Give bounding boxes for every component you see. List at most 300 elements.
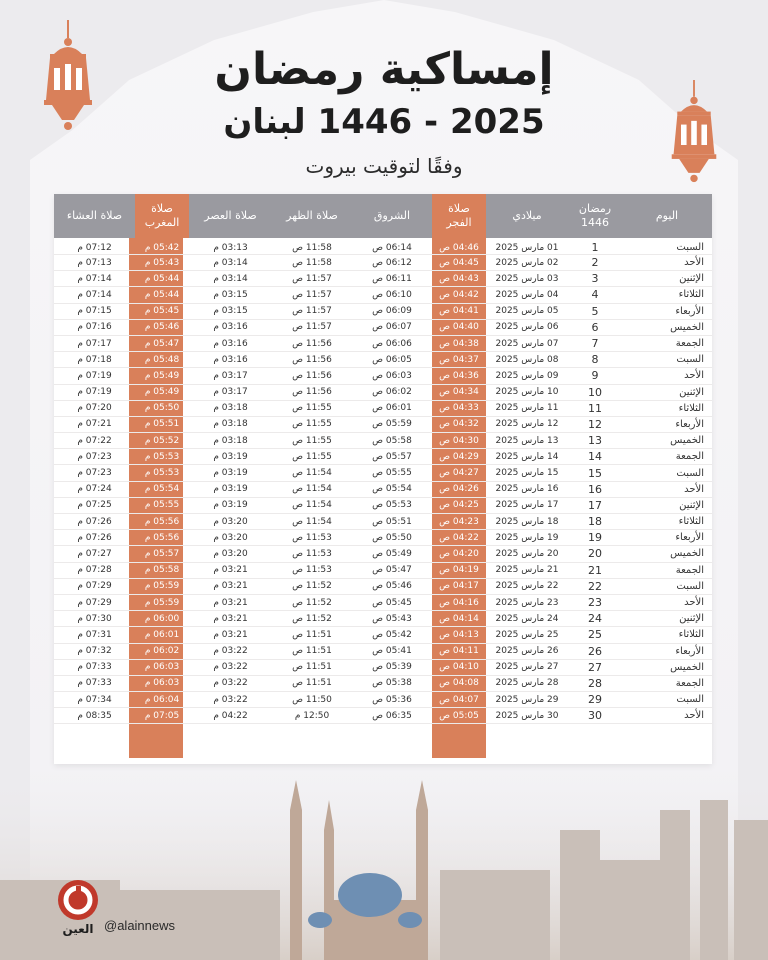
cell-dhuhr: 11:51 ص: [272, 627, 352, 643]
cell-date: 20 مارس 2025: [486, 546, 568, 562]
cell-shuruq: 06:11 ص: [352, 271, 432, 287]
cell-dhuhr: 11:56 ص: [272, 335, 352, 351]
cell-maghrib: 05:48 م: [135, 352, 189, 368]
cell-isha: 07:20 م: [54, 400, 135, 416]
cell-maghrib: 06:01 م: [135, 627, 189, 643]
table-row: [54, 611, 712, 627]
cell-maghrib: 06:02 م: [135, 643, 189, 659]
cell-asr: 03:22 م: [189, 692, 272, 708]
cell-maghrib: 05:43 م: [135, 255, 189, 271]
cell-n: 1: [568, 238, 622, 255]
cell-shuruq: 05:59 ص: [352, 416, 432, 432]
cell-date: 01 مارس 2025: [486, 238, 568, 255]
cell-shuruq: 05:49 ص: [352, 546, 432, 562]
cell-dhuhr: 11:56 ص: [272, 384, 352, 400]
cell-fajr: 04:29 ص: [432, 449, 486, 465]
cell-isha: 07:25 م: [54, 497, 135, 513]
cell-dhuhr: 11:50 ص: [272, 692, 352, 708]
cell-date: 09 مارس 2025: [486, 368, 568, 384]
header-gregorian: ميلادي: [486, 194, 568, 238]
cell-dhuhr: 11:55 ص: [272, 416, 352, 432]
cell-shuruq: 05:54 ص: [352, 481, 432, 497]
cell-day: الجمعة: [622, 562, 712, 578]
cell-n: 7: [568, 335, 622, 351]
schedule-table: [54, 194, 712, 724]
cell-dhuhr: 11:53 ص: [272, 530, 352, 546]
cell-shuruq: 06:10 ص: [352, 287, 432, 303]
cell-isha: 07:13 م: [54, 255, 135, 271]
cell-day: الثلاثاء: [622, 514, 712, 530]
cell-day: السبت: [622, 692, 712, 708]
cell-maghrib: 05:59 م: [135, 578, 189, 594]
cell-day: الأربعاء: [622, 303, 712, 319]
cell-asr: 03:18 م: [189, 400, 272, 416]
cell-isha: 07:21 م: [54, 416, 135, 432]
cell-n: 21: [568, 562, 622, 578]
cell-day: السبت: [622, 465, 712, 481]
cell-date: 05 مارس 2025: [486, 303, 568, 319]
cell-shuruq: 06:06 ص: [352, 335, 432, 351]
cell-maghrib: 05:52 م: [135, 433, 189, 449]
cell-shuruq: 05:53 ص: [352, 497, 432, 513]
cell-dhuhr: 11:58 ص: [272, 238, 352, 255]
subtitle: وفقًا لتوقيت بيروت: [305, 154, 463, 178]
cell-shuruq: 05:55 ص: [352, 465, 432, 481]
cell-isha: 07:34 م: [54, 692, 135, 708]
cell-date: 23 مارس 2025: [486, 594, 568, 610]
cell-n: 24: [568, 611, 622, 627]
table-row: [54, 675, 712, 691]
table-row: [54, 352, 712, 368]
header-ramadan: رمضان 1446: [568, 194, 622, 238]
cell-isha: 07:23 م: [54, 449, 135, 465]
cell-isha: 07:29 م: [54, 594, 135, 610]
cell-day: الإثنين: [622, 611, 712, 627]
cell-day: الخميس: [622, 433, 712, 449]
cell-fajr: 04:45 ص: [432, 255, 486, 271]
cell-asr: 03:18 م: [189, 433, 272, 449]
cell-n: 27: [568, 659, 622, 675]
page-title: إمساكية رمضان: [214, 44, 554, 95]
cell-date: 10 مارس 2025: [486, 384, 568, 400]
cell-n: 28: [568, 675, 622, 691]
table-row: [54, 368, 712, 384]
cell-fajr: 04:13 ص: [432, 627, 486, 643]
cell-fajr: 04:20 ص: [432, 546, 486, 562]
cell-date: 15 مارس 2025: [486, 465, 568, 481]
cell-asr: 03:19 م: [189, 465, 272, 481]
cell-maghrib: 05:49 م: [135, 368, 189, 384]
cell-n: 16: [568, 481, 622, 497]
cell-shuruq: 05:46 ص: [352, 578, 432, 594]
cell-dhuhr: 11:51 ص: [272, 643, 352, 659]
cell-dhuhr: 11:54 ص: [272, 514, 352, 530]
cell-asr: 03:21 م: [189, 578, 272, 594]
cell-asr: 03:16 م: [189, 335, 272, 351]
cell-isha: 07:24 م: [54, 481, 135, 497]
cell-day: السبت: [622, 238, 712, 255]
cell-fajr: 04:43 ص: [432, 271, 486, 287]
cell-isha: 07:15 م: [54, 303, 135, 319]
table-row: [54, 578, 712, 594]
cell-asr: 03:20 م: [189, 514, 272, 530]
cell-asr: 03:22 م: [189, 675, 272, 691]
cell-n: 13: [568, 433, 622, 449]
cell-asr: 03:20 م: [189, 530, 272, 546]
cell-dhuhr: 11:51 ص: [272, 675, 352, 691]
cell-fajr: 04:11 ص: [432, 643, 486, 659]
cell-isha: 07:19 م: [54, 368, 135, 384]
cell-dhuhr: 11:52 ص: [272, 578, 352, 594]
table-row: [54, 287, 712, 303]
cell-maghrib: 05:50 م: [135, 400, 189, 416]
cell-day: الأحد: [622, 708, 712, 724]
cell-isha: 07:16 م: [54, 319, 135, 335]
cell-isha: 07:33 م: [54, 659, 135, 675]
cell-day: السبت: [622, 578, 712, 594]
cell-maghrib: 05:54 م: [135, 481, 189, 497]
cell-date: 30 مارس 2025: [486, 708, 568, 724]
cell-date: 26 مارس 2025: [486, 643, 568, 659]
cell-maghrib: 06:03 م: [135, 659, 189, 675]
cell-n: 10: [568, 384, 622, 400]
page-title-year-country: 2025 - 1446 لبنان: [223, 102, 545, 142]
cell-date: 21 مارس 2025: [486, 562, 568, 578]
table-row: [54, 643, 712, 659]
cell-asr: 03:20 م: [189, 546, 272, 562]
cell-date: 13 مارس 2025: [486, 433, 568, 449]
table-row: [54, 708, 712, 724]
table-row: [54, 627, 712, 643]
cell-fajr: 04:26 ص: [432, 481, 486, 497]
cell-fajr: 04:30 ص: [432, 433, 486, 449]
cell-fajr: 04:14 ص: [432, 611, 486, 627]
cell-day: الأربعاء: [622, 643, 712, 659]
cell-maghrib: 05:57 م: [135, 546, 189, 562]
cell-date: 28 مارس 2025: [486, 675, 568, 691]
cell-asr: 03:21 م: [189, 594, 272, 610]
cell-dhuhr: 11:55 ص: [272, 449, 352, 465]
cell-fajr: 04:32 ص: [432, 416, 486, 432]
cell-day: الثلاثاء: [622, 287, 712, 303]
cell-maghrib: 07:05 م: [135, 708, 189, 724]
cell-asr: 03:16 م: [189, 352, 272, 368]
cell-n: 17: [568, 497, 622, 513]
cell-fajr: 04:08 ص: [432, 675, 486, 691]
cell-dhuhr: 11:57 ص: [272, 271, 352, 287]
cell-shuruq: 06:12 ص: [352, 255, 432, 271]
cell-date: 17 مارس 2025: [486, 497, 568, 513]
cell-n: 15: [568, 465, 622, 481]
cell-day: الجمعة: [622, 449, 712, 465]
cell-maghrib: 05:49 م: [135, 384, 189, 400]
cell-fajr: 04:07 ص: [432, 692, 486, 708]
cell-asr: 03:21 م: [189, 562, 272, 578]
cell-shuruq: 05:36 ص: [352, 692, 432, 708]
cell-n: 5: [568, 303, 622, 319]
cell-shuruq: 06:05 ص: [352, 352, 432, 368]
prayer-times-table: [54, 194, 712, 764]
cell-asr: 03:19 م: [189, 449, 272, 465]
cell-fajr: 04:25 ص: [432, 497, 486, 513]
cell-maghrib: 05:55 م: [135, 497, 189, 513]
table-header-row: [54, 194, 712, 238]
cell-shuruq: 06:03 ص: [352, 368, 432, 384]
cell-date: 12 مارس 2025: [486, 416, 568, 432]
cell-day: الخميس: [622, 659, 712, 675]
cell-date: 02 مارس 2025: [486, 255, 568, 271]
header-shuruq: الشروق: [352, 194, 432, 238]
cell-maghrib: 06:04 م: [135, 692, 189, 708]
alain-logo-icon: [56, 878, 100, 948]
cell-date: 04 مارس 2025: [486, 287, 568, 303]
cell-date: 16 مارس 2025: [486, 481, 568, 497]
cell-day: الثلاثاء: [622, 400, 712, 416]
cell-day: الإثنين: [622, 497, 712, 513]
cell-asr: 04:22 م: [189, 708, 272, 724]
logo-text: العين: [62, 922, 94, 936]
cell-day: الأحد: [622, 368, 712, 384]
table-row: [54, 416, 712, 432]
cell-date: 19 مارس 2025: [486, 530, 568, 546]
cell-isha: 07:28 م: [54, 562, 135, 578]
header-isha: صلاة العشاء: [54, 194, 135, 238]
cell-dhuhr: 11:51 ص: [272, 659, 352, 675]
table-row: [54, 514, 712, 530]
cell-maghrib: 05:56 م: [135, 530, 189, 546]
cell-n: 14: [568, 449, 622, 465]
cell-dhuhr: 11:53 ص: [272, 546, 352, 562]
cell-asr: 03:16 م: [189, 319, 272, 335]
cell-date: 11 مارس 2025: [486, 400, 568, 416]
cell-day: الأربعاء: [622, 530, 712, 546]
cell-date: 07 مارس 2025: [486, 335, 568, 351]
cell-isha: 07:17 م: [54, 335, 135, 351]
cell-shuruq: 06:01 ص: [352, 400, 432, 416]
cell-isha: 07:26 م: [54, 530, 135, 546]
cell-asr: 03:15 م: [189, 287, 272, 303]
table-row: [54, 465, 712, 481]
cell-isha: 07:18 م: [54, 352, 135, 368]
cell-n: 2: [568, 255, 622, 271]
table-row: [54, 255, 712, 271]
cell-dhuhr: 11:54 ص: [272, 481, 352, 497]
cell-asr: 03:14 م: [189, 255, 272, 271]
cell-day: الأحد: [622, 594, 712, 610]
cell-shuruq: 05:58 ص: [352, 433, 432, 449]
cell-day: الأحد: [622, 481, 712, 497]
cell-asr: 03:19 م: [189, 481, 272, 497]
cell-fajr: 04:34 ص: [432, 384, 486, 400]
cell-day: الخميس: [622, 319, 712, 335]
cell-maghrib: 05:47 م: [135, 335, 189, 351]
table-row: [54, 692, 712, 708]
cell-fajr: 04:41 ص: [432, 303, 486, 319]
cell-maghrib: 05:44 م: [135, 287, 189, 303]
cell-date: 03 مارس 2025: [486, 271, 568, 287]
cell-isha: 07:30 م: [54, 611, 135, 627]
cell-dhuhr: 11:54 ص: [272, 497, 352, 513]
cell-fajr: 05:05 ص: [432, 708, 486, 724]
cell-asr: 03:17 م: [189, 384, 272, 400]
cell-isha: 07:26 م: [54, 514, 135, 530]
cell-day: الإثنين: [622, 271, 712, 287]
cell-shuruq: 05:51 ص: [352, 514, 432, 530]
cell-fajr: 04:38 ص: [432, 335, 486, 351]
cell-fajr: 04:23 ص: [432, 514, 486, 530]
table-row: [54, 238, 712, 255]
cell-n: 11: [568, 400, 622, 416]
header-asr: صلاة العصر: [189, 194, 272, 238]
cell-day: السبت: [622, 352, 712, 368]
table-row: [54, 562, 712, 578]
cell-maghrib: 06:03 م: [135, 675, 189, 691]
cell-dhuhr: 11:57 ص: [272, 303, 352, 319]
header-fajr: صلاة الفجر: [432, 194, 486, 238]
cell-fajr: 04:10 ص: [432, 659, 486, 675]
cell-n: 26: [568, 643, 622, 659]
cell-dhuhr: 11:54 ص: [272, 465, 352, 481]
cell-shuruq: 05:39 ص: [352, 659, 432, 675]
table-row: [54, 659, 712, 675]
cell-date: 06 مارس 2025: [486, 319, 568, 335]
table-row: [54, 303, 712, 319]
cell-isha: 07:32 م: [54, 643, 135, 659]
cell-maghrib: 05:59 م: [135, 594, 189, 610]
cell-maghrib: 05:51 م: [135, 416, 189, 432]
cell-dhuhr: 11:56 ص: [272, 368, 352, 384]
cell-n: 29: [568, 692, 622, 708]
header-day: اليوم: [622, 194, 712, 238]
table-row: [54, 449, 712, 465]
cell-shuruq: 05:47 ص: [352, 562, 432, 578]
cell-maghrib: 05:53 م: [135, 465, 189, 481]
cell-day: الجمعة: [622, 675, 712, 691]
cell-dhuhr: 11:55 ص: [272, 433, 352, 449]
cell-isha: 07:29 م: [54, 578, 135, 594]
cell-dhuhr: 11:57 ص: [272, 287, 352, 303]
cell-date: 25 مارس 2025: [486, 627, 568, 643]
header-dhuhr: صلاة الظهر: [272, 194, 352, 238]
cell-date: 29 مارس 2025: [486, 692, 568, 708]
cell-maghrib: 05:58 م: [135, 562, 189, 578]
cell-dhuhr: 11:56 ص: [272, 352, 352, 368]
cell-shuruq: 06:02 ص: [352, 384, 432, 400]
cell-fajr: 04:17 ص: [432, 578, 486, 594]
cell-date: 24 مارس 2025: [486, 611, 568, 627]
cell-date: 14 مارس 2025: [486, 449, 568, 465]
cell-dhuhr: 11:58 ص: [272, 255, 352, 271]
cell-asr: 03:21 م: [189, 611, 272, 627]
header-maghrib: صلاة المغرب: [135, 194, 189, 238]
cell-n: 18: [568, 514, 622, 530]
cell-n: 9: [568, 368, 622, 384]
cell-dhuhr: 11:52 ص: [272, 611, 352, 627]
cell-fajr: 04:36 ص: [432, 368, 486, 384]
cell-asr: 03:22 م: [189, 643, 272, 659]
cell-isha: 07:22 م: [54, 433, 135, 449]
cell-fajr: 04:27 ص: [432, 465, 486, 481]
cell-fajr: 04:33 ص: [432, 400, 486, 416]
cell-date: 27 مارس 2025: [486, 659, 568, 675]
cell-day: الجمعة: [622, 335, 712, 351]
cell-n: 23: [568, 594, 622, 610]
cell-n: 25: [568, 627, 622, 643]
cell-isha: 08:35 م: [54, 708, 135, 724]
table-row: [54, 433, 712, 449]
cell-asr: 03:13 م: [189, 238, 272, 255]
cell-shuruq: 06:09 ص: [352, 303, 432, 319]
cell-fajr: 04:40 ص: [432, 319, 486, 335]
table-row: [54, 319, 712, 335]
cell-asr: 03:22 م: [189, 659, 272, 675]
cell-fajr: 04:22 ص: [432, 530, 486, 546]
cell-day: الثلاثاء: [622, 627, 712, 643]
table-row: [54, 271, 712, 287]
cell-isha: 07:23 م: [54, 465, 135, 481]
cell-maghrib: 05:42 م: [135, 238, 189, 255]
cell-n: 4: [568, 287, 622, 303]
cell-dhuhr: 11:57 ص: [272, 319, 352, 335]
cell-isha: 07:19 م: [54, 384, 135, 400]
table-row: [54, 497, 712, 513]
cell-dhuhr: 11:52 ص: [272, 594, 352, 610]
cell-day: الأربعاء: [622, 416, 712, 432]
cell-maghrib: 05:44 م: [135, 271, 189, 287]
table-row: [54, 400, 712, 416]
cell-fajr: 04:46 ص: [432, 238, 486, 255]
cell-fajr: 04:37 ص: [432, 352, 486, 368]
cell-n: 20: [568, 546, 622, 562]
cell-fajr: 04:42 ص: [432, 287, 486, 303]
cell-asr: 03:14 م: [189, 271, 272, 287]
cell-isha: 07:27 م: [54, 546, 135, 562]
cell-n: 12: [568, 416, 622, 432]
cell-date: 08 مارس 2025: [486, 352, 568, 368]
table-row: [54, 546, 712, 562]
cell-shuruq: 05:45 ص: [352, 594, 432, 610]
cell-asr: 03:19 م: [189, 497, 272, 513]
cell-maghrib: 05:45 م: [135, 303, 189, 319]
table-row: [54, 530, 712, 546]
cell-isha: 07:12 م: [54, 238, 135, 255]
cell-isha: 07:14 م: [54, 287, 135, 303]
cell-shuruq: 05:57 ص: [352, 449, 432, 465]
cell-fajr: 04:16 ص: [432, 594, 486, 610]
table-row: [54, 481, 712, 497]
cell-day: الإثنين: [622, 384, 712, 400]
cell-n: 22: [568, 578, 622, 594]
table-row: [54, 335, 712, 351]
cell-shuruq: 06:35 ص: [352, 708, 432, 724]
cell-maghrib: 06:00 م: [135, 611, 189, 627]
cell-isha: 07:14 م: [54, 271, 135, 287]
cell-dhuhr: 11:55 ص: [272, 400, 352, 416]
cell-n: 6: [568, 319, 622, 335]
cell-n: 19: [568, 530, 622, 546]
cell-n: 30: [568, 708, 622, 724]
table-row: [54, 384, 712, 400]
cell-maghrib: 05:53 م: [135, 449, 189, 465]
table-row: [54, 594, 712, 610]
cell-fajr: 04:19 ص: [432, 562, 486, 578]
cell-date: 22 مارس 2025: [486, 578, 568, 594]
cell-shuruq: 06:14 ص: [352, 238, 432, 255]
cell-n: 8: [568, 352, 622, 368]
cell-shuruq: 05:38 ص: [352, 675, 432, 691]
cell-asr: 03:21 م: [189, 627, 272, 643]
cell-date: 18 مارس 2025: [486, 514, 568, 530]
